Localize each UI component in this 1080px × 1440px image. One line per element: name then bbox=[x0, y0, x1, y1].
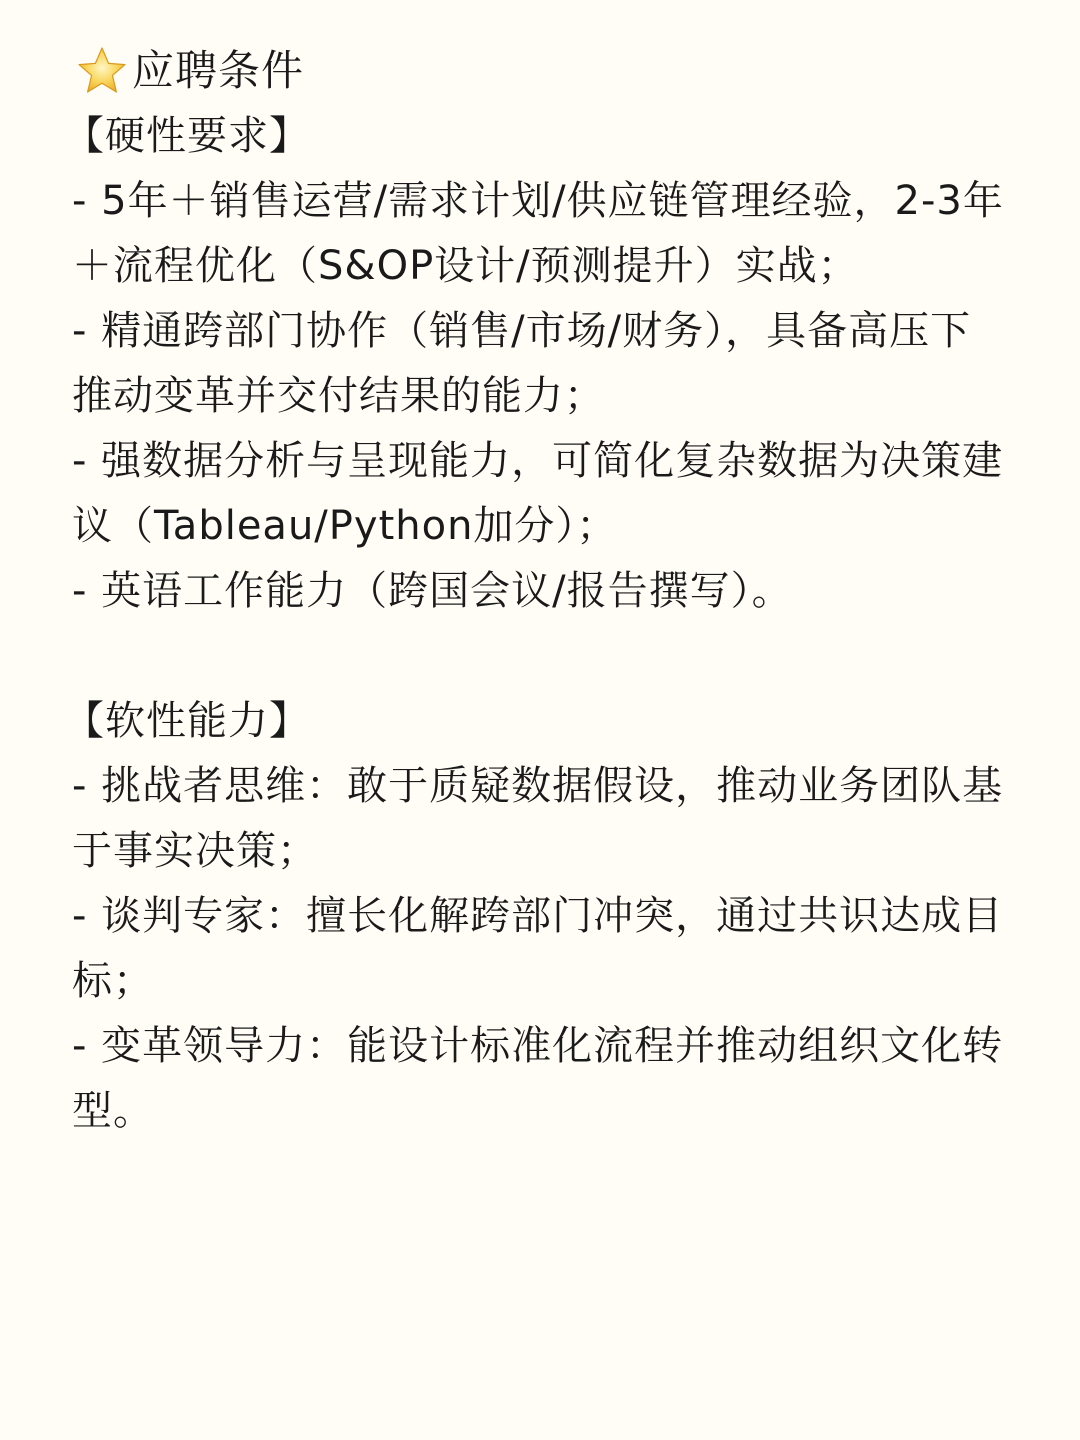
list-item: - 强数据分析与呈现能力，可简化复杂数据为决策建议（Tableau/Python加分）； bbox=[72, 438, 1004, 549]
list-item: - 变革领导力：能设计标准化流程并推动组织文化转型。 bbox=[72, 1023, 1004, 1134]
list-item: - 精通跨部门协作（销售/市场/财务），具备高压下推动变革并交付结果的能力； bbox=[72, 308, 972, 419]
list-item: - 挑战者思维：敢于质疑数据假设，推动业务团队基于事实决策； bbox=[72, 763, 1004, 874]
list-item: - 英语工作能力（跨国会议/报告撰写）。 bbox=[72, 568, 793, 614]
list-item: - 5年＋销售运营/需求计划/供应链管理经验，2-3年＋流程优化（S&OP设计/预测提升）实战； bbox=[72, 178, 1004, 289]
star-icon bbox=[76, 45, 128, 97]
section-divider bbox=[72, 624, 1008, 689]
page-title: 应聘条件 bbox=[132, 46, 305, 95]
section-heading-soft-skills: 【软性能力】 bbox=[64, 698, 310, 744]
list-item: - 谈判专家：擅长化解跨部门冲突，通过共识达成目标； bbox=[72, 893, 1004, 1004]
title-row bbox=[76, 38, 1008, 104]
section-heading-hard-requirements: 【硬性要求】 bbox=[64, 113, 310, 159]
